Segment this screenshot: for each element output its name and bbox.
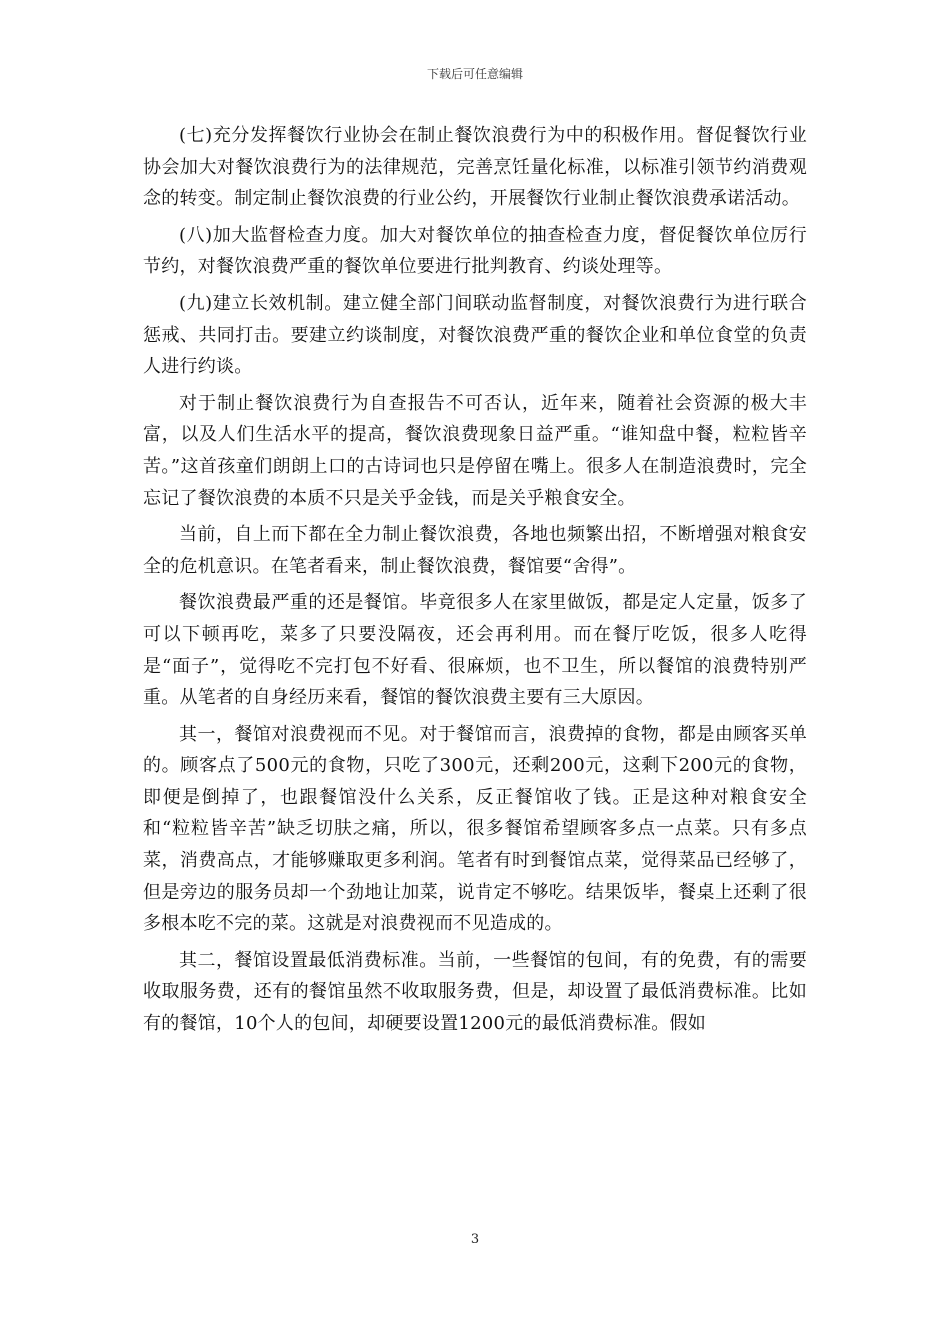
paragraph-reason-two: 其二，餐馆设置最低消费标准。当前，一些餐馆的包间，有的免费，有的需要收取服务费，还有的餐馆虽然不收取服务费，但是，却设置了最低消费标准。比如有的餐馆，10个人的包间，却硬要设置1200元的最低消费标准。假如: [143, 949, 807, 1035]
paragraph-8: (八)加大监督检查力度。加大对餐饮单位的抽查检查力度，督促餐饮单位厉行节约，对餐饮浪费严重的餐饮单位要进行批判教育、约谈处理等。: [143, 224, 807, 278]
paragraph-7: (七)充分发挥餐饮行业协会在制止餐饮浪费行为中的积极作用。督促餐饮行业协会加大对餐饮浪费行为的法律规范，完善烹饪量化标准，以标准引领节约消费观念的转变。制定制止餐饮浪费的行业公约，开展餐饮行业制止餐饮浪费承诺活动。: [143, 125, 807, 210]
page-header: 下载后可任意编辑: [426, 67, 523, 81]
page-number: 3: [470, 1232, 480, 1247]
document-body: [143, 120, 807, 1045]
paragraph-current: 当前，自上而下都在全力制止餐饮浪费，各地也频繁出招，不断增强对粮食安全的危机意识。在笔者看来，制止餐饮浪费，餐馆要“舍得”。: [143, 524, 807, 577]
paragraph-self-check: 对于制止餐饮浪费行为自查报告不可否认，近年来，随着社会资源的极大丰富，以及人们生活水平的提高，餐饮浪费现象日益严重。“谁知盘中餐，粒粒皆辛苦。”这首孩童们朗朗上口的古诗词也只是停留在嘴上。很多人在制造浪费时，完全忘记了餐饮浪费的本质不只是关乎金钱，而是关乎粮食安全。: [143, 392, 807, 509]
paragraph-restaurant-waste: 餐饮浪费最严重的还是餐馆。毕竟很多人在家里做饭，都是定人定量，饭多了可以下顿再吃，菜多了只要没隔夜，还会再利用。而在餐厅吃饭，很多人吃得是“面子”，觉得吃不完打包不好看、很麻烦，也不卫生，所以餐馆的浪费特别严重。从笔者的自身经历来看，餐馆的餐饮浪费主要有三大原因。: [143, 592, 807, 709]
paragraph-reason-one: 其一，餐馆对浪费视而不见。对于餐馆而言，浪费掉的食物，都是由顾客买单的。顾客点了500元的食物，只吃了300元，还剩200元，这剩下200元的食物，即便是倒掉了，也跟餐馆没什么关系，反正餐馆收了钱。正是这种对粮食安全和“粒粒皆辛苦”缺乏切肤之痛，所以，很多餐馆希望顾客多点一点菜。只有多点菜，消费高点，才能够赚取更多利润。笔者有时到餐馆点菜，觉得菜品已经够了，但是旁边的服务员却一个劲地让加菜，说肯定不够吃。结果饭毕，餐桌上还剩了很多根本吃不完的菜。这就是对浪费视而不见造成的。: [143, 723, 807, 935]
paragraph-9: (九)建立长效机制。建立健全部门间联动监督制度，对餐饮浪费行为进行联合惩戒、共同打击。要建立约谈制度，对餐饮浪费严重的餐饮企业和单位食堂的负责人进行约谈。: [143, 292, 807, 378]
